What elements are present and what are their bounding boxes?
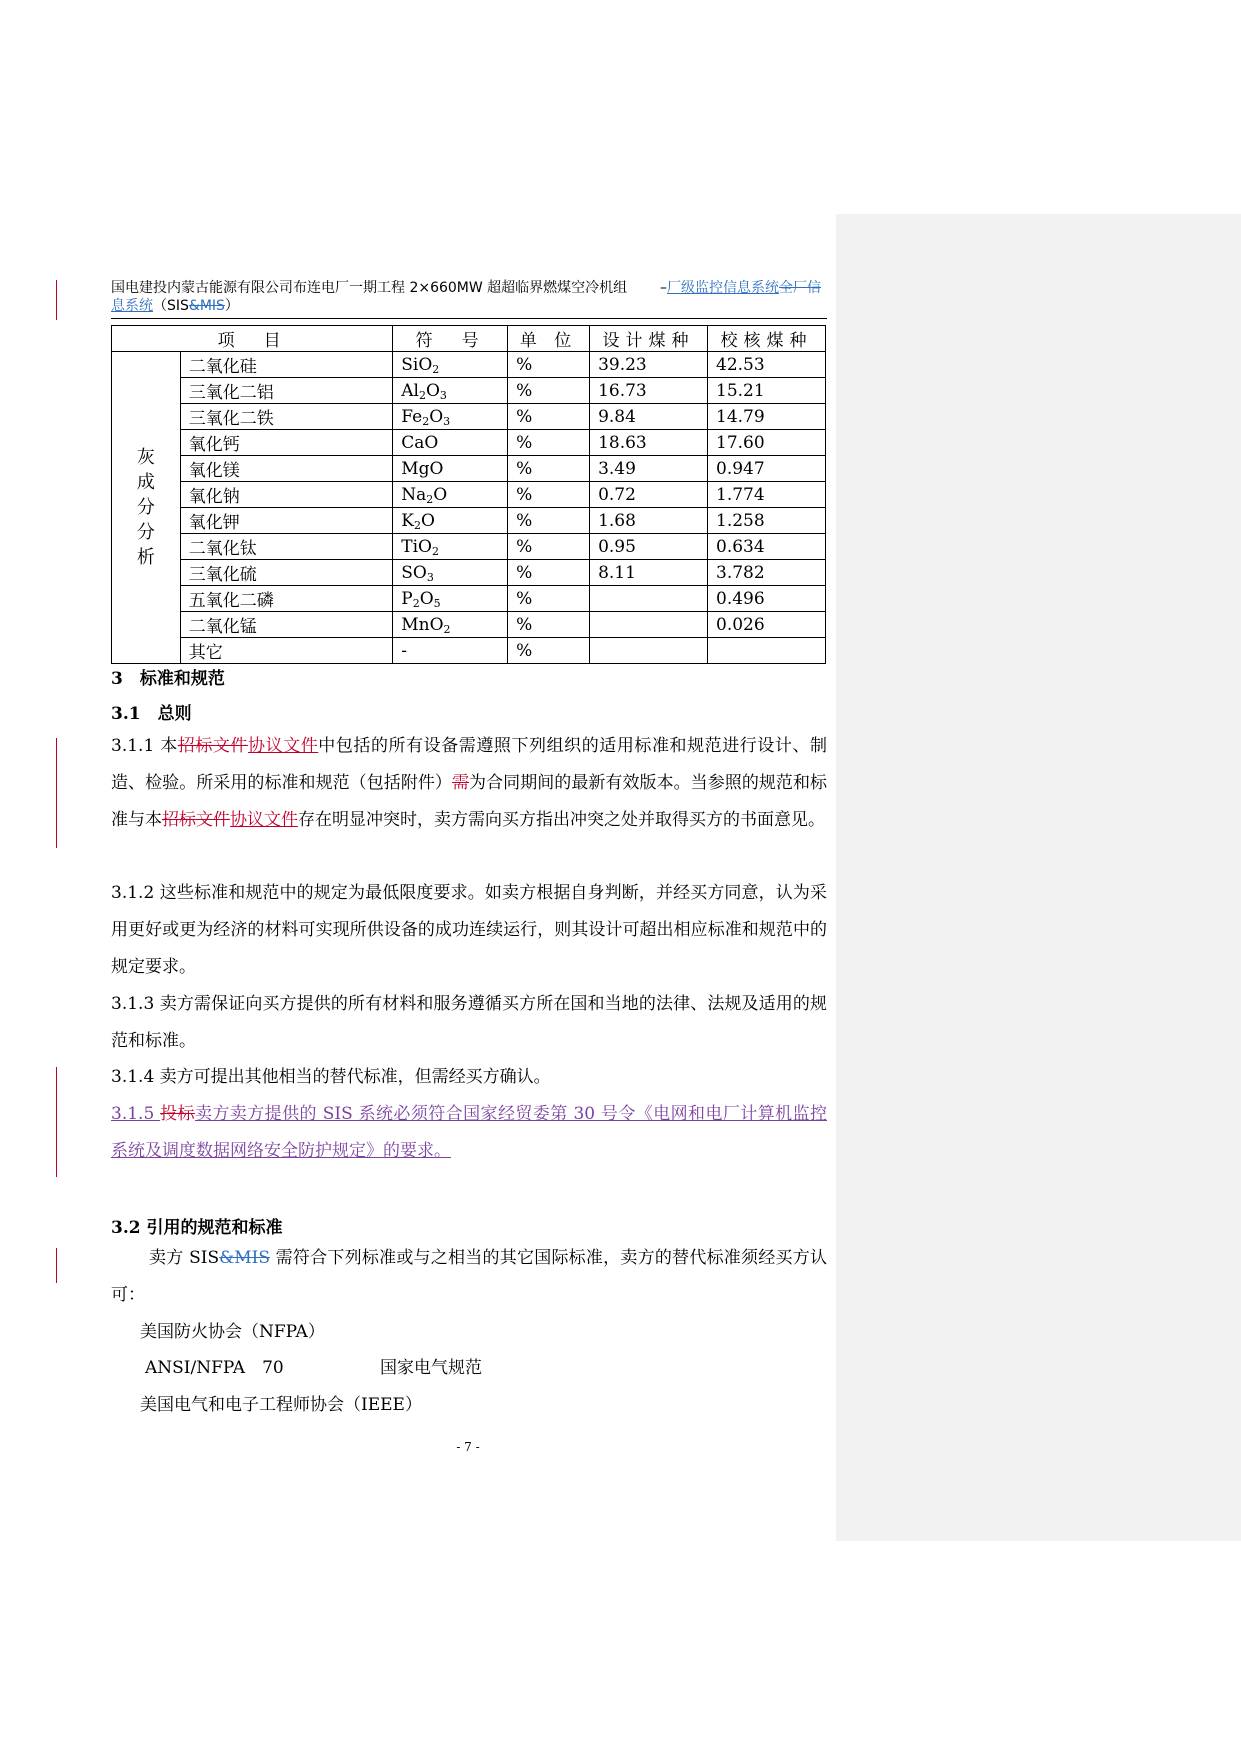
list-item-ieee: 美国电气和电子工程师协会（IEEE） [140,1395,422,1415]
paragraph-3-1-3: 3.1.3 卖方需保证向买方提供的所有材料和服务遵循买方所在国和当地的法律、法规及适用的规范和标准。 [111,994,827,1051]
list-item-ansi-desc: 国家电气规范 [380,1358,482,1378]
table-row [112,404,826,430]
group-label-char: 分 [136,522,155,543]
check-coal-value: 0.496 [708,586,826,612]
list-item-ansi-code: ANSI/NFPA 70 [145,1358,284,1378]
design-coal-value: 3.49 [590,456,708,482]
column-header: 设计煤种 [590,326,708,352]
check-coal-value: 0.947 [708,456,826,482]
table-row [112,430,826,456]
design-coal-value [590,612,708,638]
item-symbol: MnO$_2$ [393,612,508,638]
table-row [112,508,826,534]
item-name: 五氧化二磷 [180,586,392,612]
change-bar [56,1067,57,1177]
design-coal-value: 9.84 [590,404,708,430]
check-coal-value: 1.774 [708,482,826,508]
design-coal-value: 0.72 [590,482,708,508]
item-symbol: $Na_2O$ [393,482,508,508]
item-name: 氧化钠 [180,482,392,508]
item-unit: % [508,482,590,508]
item-name: 三氧化二铝 [180,378,392,404]
header-line2: 息系统（SIS&MIS） [111,298,239,314]
check-coal-value: 3.782 [708,560,826,586]
section-3-2-title: 3.2 引用的规范和标准 [111,1218,283,1238]
column-header: 单 位 [508,326,590,352]
ash-analysis-table [111,325,826,664]
item-symbol: $K_2O$ [393,508,508,534]
table-row [112,482,826,508]
table-row [112,456,826,482]
check-coal-value: 0.026 [708,612,826,638]
check-coal-value [708,638,826,664]
item-symbol: SiO$_2$ [393,352,508,378]
item-unit: % [508,456,590,482]
table-row [112,534,826,560]
section-3-1-title: 3.1 总则 [111,704,192,724]
change-bar [56,1248,57,1283]
item-unit: % [508,378,590,404]
item-unit: % [508,612,590,638]
column-header: 符 号 [393,326,508,352]
paragraph-3-1-2: 3.1.2 这些标准和规范中的规定为最低限度要求。如卖方根据自身判断，并经买方同意，认为采用更好或更为经济的材料可实现所供设备的成功连续运行，则其设计可超出相应标准和规范中的规定要求。 [111,883,827,977]
table-row [112,612,826,638]
check-coal-value: 17.60 [708,430,826,456]
table-row [112,352,826,378]
header-rule [111,318,827,319]
item-symbol: $Al_2O_3$ [393,378,508,404]
item-name: 氧化钾 [180,508,392,534]
paragraph-3-1-1: 3.1.1 本招标文件协议文件中包括的所有设备需遵照下列组织的适用标准和规范进行设计、制造、检验。所采用的标准和规范（包括附件）需为合同期间的最新有效版本。当参照的规范和标准与本招标文件协议文件存在明显冲突时，卖方需向买方指出冲突之处并取得买方的书面意见。 [111,736,828,830]
item-symbol: TiO$_2$ [393,534,508,560]
item-name: 其它 [180,638,392,664]
item-name: 二氧化钛 [180,534,392,560]
item-unit: % [508,430,590,456]
design-coal-value [590,586,708,612]
list-item-nfpa: 美国防火协会（NFPA） [140,1322,325,1342]
item-name: 三氧化硫 [180,560,392,586]
group-label-char: 析 [136,547,155,568]
item-name: 二氧化锰 [180,612,392,638]
table-row [112,378,826,404]
check-coal-value: 1.258 [708,508,826,534]
design-coal-value: 1.68 [590,508,708,534]
item-symbol: $Fe_2O_3$ [393,404,508,430]
comment-pane [836,214,1241,1541]
item-symbol: $P_2O_5$ [393,586,508,612]
table-row [112,560,826,586]
header-title: 国电建投内蒙古能源有限公司布连电厂一期工程 2×660MW 超超临界燃煤空冷机组 [111,280,628,296]
paragraph-3-1-5: 3.1.5 投标卖方卖方提供的 SIS 系统必须符合国家经贸委第 30 号令《电网和电厂计算机监控系统及调度数据网络安全防护规定》的要求。 [111,1104,828,1161]
item-unit: % [508,638,590,664]
check-coal-value: 14.79 [708,404,826,430]
item-unit: % [508,560,590,586]
group-label [112,352,181,664]
item-symbol: - [393,638,508,664]
design-coal-value [590,638,708,664]
paragraph-3-2: 卖方 SIS&MIS 需符合下列标准或与之相当的其它国际标准，卖方的替代标准须经买方认可： [111,1248,827,1305]
item-symbol: MgO [393,456,508,482]
group-label-char: 灰 [136,447,155,468]
item-unit: % [508,404,590,430]
item-symbol: CaO [393,430,508,456]
column-header: 项 目 [112,326,393,352]
group-label-char: 成 [136,472,155,493]
check-coal-value: 0.634 [708,534,826,560]
section-3-title: 3 标准和规范 [111,669,225,689]
item-name: 氧化镁 [180,456,392,482]
design-coal-value: 0.95 [590,534,708,560]
item-unit: % [508,586,590,612]
paragraph-3-1-4: 3.1.4 卖方可提出其他相当的替代标准，但需经买方确认。 [111,1067,551,1087]
item-unit: % [508,508,590,534]
column-header: 校核煤种 [708,326,826,352]
design-coal-value: 39.23 [590,352,708,378]
item-symbol: $SO_3$ [393,560,508,586]
item-name: 二氧化硅 [180,352,392,378]
table-row [112,586,826,612]
item-name: 三氧化二铁 [180,404,392,430]
design-coal-value: 8.11 [590,560,708,586]
item-unit: % [508,534,590,560]
design-coal-value: 16.73 [590,378,708,404]
item-unit: % [508,352,590,378]
change-bar [56,738,57,848]
table-row [112,638,826,664]
check-coal-value: 42.53 [708,352,826,378]
change-bar [56,280,57,320]
item-name: 氧化钙 [180,430,392,456]
check-coal-value: 15.21 [708,378,826,404]
page-number: - 7 - [456,1440,480,1454]
design-coal-value: 18.63 [590,430,708,456]
header-revision: –厂级监控信息系统全厂信 [660,280,821,296]
group-label-char: 分 [136,497,155,518]
table-header-row [112,326,826,352]
